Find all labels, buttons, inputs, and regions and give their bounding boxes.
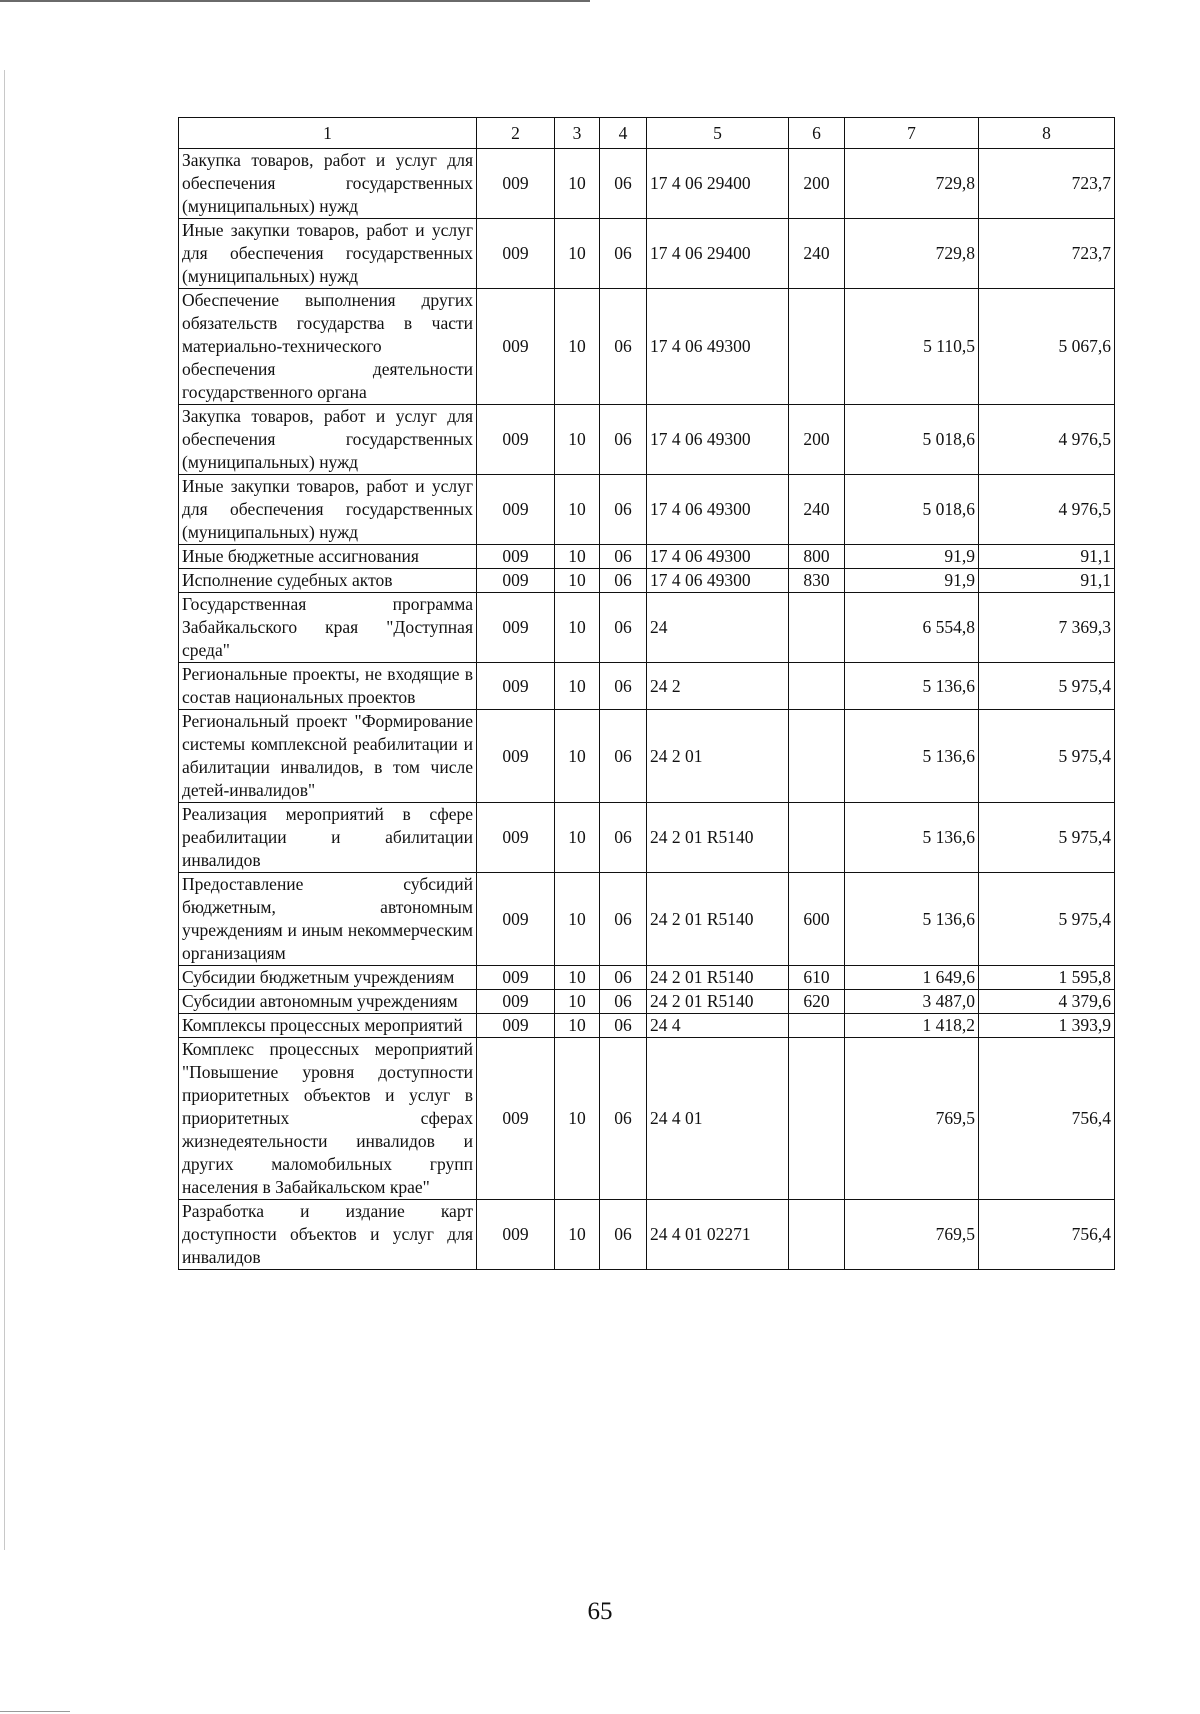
row-name-cell: Комплекс процессных мероприятий "Повышение уровня доступности приоритетных объектов и услуг в приоритетных сферах жизнедеятельности инвалидов и других маломобильных групп населения в Забайкальском крае"	[179, 1038, 477, 1200]
section-code-cell: 10	[555, 593, 600, 663]
admin-code-cell: 009	[477, 593, 555, 663]
table-row	[179, 219, 1115, 289]
row-name-cell: Предоставление субсидий бюджетным, автономным учреждениям и иным некоммерческим организациям	[179, 873, 477, 966]
expense-type-cell	[789, 593, 845, 663]
amount-col7-cell: 729,8	[845, 149, 979, 219]
table-row	[179, 593, 1115, 663]
scan-edge-bottom	[0, 1711, 70, 1712]
row-name-cell: Закупка товаров, работ и услуг для обеспечения государственных (муниципальных) нужд	[179, 405, 477, 475]
expense-type-cell: 830	[789, 569, 845, 593]
amount-col7-cell: 5 136,6	[845, 873, 979, 966]
amount-col8-cell: 723,7	[979, 149, 1115, 219]
target-article-cell: 24 2 01 R5140	[647, 873, 789, 966]
amount-col7-cell: 91,9	[845, 569, 979, 593]
section-code-cell: 10	[555, 663, 600, 710]
subsection-code-cell: 06	[600, 1014, 647, 1038]
subsection-code-cell: 06	[600, 873, 647, 966]
amount-col7-cell: 6 554,8	[845, 593, 979, 663]
target-article-cell: 17 4 06 29400	[647, 149, 789, 219]
amount-col8-cell: 756,4	[979, 1038, 1115, 1200]
expense-type-cell: 240	[789, 219, 845, 289]
subsection-code-cell: 06	[600, 966, 647, 990]
amount-col7-cell: 5 136,6	[845, 710, 979, 803]
target-article-cell: 24 2 01 R5140	[647, 803, 789, 873]
admin-code-cell: 009	[477, 405, 555, 475]
amount-col7-cell: 91,9	[845, 545, 979, 569]
row-name-cell: Государственная программа Забайкальского края "Доступная среда"	[179, 593, 477, 663]
table-row	[179, 569, 1115, 593]
expense-type-cell: 240	[789, 475, 845, 545]
section-code-cell: 10	[555, 475, 600, 545]
scan-edge-left	[4, 70, 5, 1550]
table-row	[179, 663, 1115, 710]
table-row	[179, 803, 1115, 873]
header-cell-3: 3	[555, 118, 600, 149]
subsection-code-cell: 06	[600, 1200, 647, 1270]
budget-table	[178, 117, 1115, 1270]
amount-col7-cell: 5 018,6	[845, 405, 979, 475]
target-article-cell: 24 2 01 R5140	[647, 990, 789, 1014]
target-article-cell: 24 4	[647, 1014, 789, 1038]
amount-col8-cell: 1 393,9	[979, 1014, 1115, 1038]
admin-code-cell: 009	[477, 803, 555, 873]
row-name-cell: Разработка и издание карт доступности объектов и услуг для инвалидов	[179, 1200, 477, 1270]
amount-col8-cell: 91,1	[979, 545, 1115, 569]
table-row	[179, 545, 1115, 569]
amount-col8-cell: 4 379,6	[979, 990, 1115, 1014]
expense-type-cell	[789, 1014, 845, 1038]
amount-col8-cell: 723,7	[979, 219, 1115, 289]
section-code-cell: 10	[555, 966, 600, 990]
row-name-cell: Субсидии автономным учреждениям	[179, 990, 477, 1014]
expense-type-cell: 800	[789, 545, 845, 569]
amount-col8-cell: 7 369,3	[979, 593, 1115, 663]
amount-col7-cell: 3 487,0	[845, 990, 979, 1014]
amount-col7-cell: 5 136,6	[845, 663, 979, 710]
admin-code-cell: 009	[477, 219, 555, 289]
row-name-cell: Реализация мероприятий в сфере реабилитации и абилитации инвалидов	[179, 803, 477, 873]
subsection-code-cell: 06	[600, 710, 647, 803]
section-code-cell: 10	[555, 1014, 600, 1038]
admin-code-cell: 009	[477, 149, 555, 219]
expense-type-cell	[789, 1038, 845, 1200]
admin-code-cell: 009	[477, 545, 555, 569]
expense-type-cell	[789, 289, 845, 405]
amount-col7-cell: 769,5	[845, 1038, 979, 1200]
subsection-code-cell: 06	[600, 475, 647, 545]
subsection-code-cell: 06	[600, 405, 647, 475]
table-row	[179, 1038, 1115, 1200]
section-code-cell: 10	[555, 219, 600, 289]
subsection-code-cell: 06	[600, 803, 647, 873]
header-cell-8: 8	[979, 118, 1115, 149]
admin-code-cell: 009	[477, 1038, 555, 1200]
header-cell-4: 4	[600, 118, 647, 149]
target-article-cell: 24	[647, 593, 789, 663]
table-row	[179, 405, 1115, 475]
expense-type-cell	[789, 663, 845, 710]
table-row	[179, 710, 1115, 803]
amount-col8-cell: 5 975,4	[979, 873, 1115, 966]
expense-type-cell: 600	[789, 873, 845, 966]
target-article-cell: 24 2 01 R5140	[647, 966, 789, 990]
header-cell-6: 6	[789, 118, 845, 149]
table-row	[179, 149, 1115, 219]
target-article-cell: 17 4 06 49300	[647, 569, 789, 593]
section-code-cell: 10	[555, 545, 600, 569]
expense-type-cell: 620	[789, 990, 845, 1014]
amount-col8-cell: 756,4	[979, 1200, 1115, 1270]
section-code-cell: 10	[555, 1200, 600, 1270]
amount-col8-cell: 5 975,4	[979, 803, 1115, 873]
expense-type-cell: 200	[789, 149, 845, 219]
amount-col7-cell: 1 418,2	[845, 1014, 979, 1038]
admin-code-cell: 009	[477, 966, 555, 990]
expense-type-cell: 200	[789, 405, 845, 475]
target-article-cell: 17 4 06 49300	[647, 289, 789, 405]
subsection-code-cell: 06	[600, 663, 647, 710]
admin-code-cell: 009	[477, 710, 555, 803]
section-code-cell: 10	[555, 990, 600, 1014]
target-article-cell: 24 2	[647, 663, 789, 710]
target-article-cell: 24 4 01 02271	[647, 1200, 789, 1270]
amount-col7-cell: 5 136,6	[845, 803, 979, 873]
table-row	[179, 990, 1115, 1014]
amount-col7-cell: 5 110,5	[845, 289, 979, 405]
table-row	[179, 1014, 1115, 1038]
header-cell-5: 5	[647, 118, 789, 149]
row-name-cell: Иные закупки товаров, работ и услуг для обеспечения государственных (муниципальных) нужд	[179, 475, 477, 545]
section-code-cell: 10	[555, 569, 600, 593]
subsection-code-cell: 06	[600, 569, 647, 593]
target-article-cell: 24 4 01	[647, 1038, 789, 1200]
amount-col8-cell: 4 976,5	[979, 405, 1115, 475]
amount-col8-cell: 5 975,4	[979, 710, 1115, 803]
section-code-cell: 10	[555, 1038, 600, 1200]
admin-code-cell: 009	[477, 289, 555, 405]
amount-col8-cell: 4 976,5	[979, 475, 1115, 545]
row-name-cell: Закупка товаров, работ и услуг для обеспечения государственных (муниципальных) нужд	[179, 149, 477, 219]
amount-col8-cell: 91,1	[979, 569, 1115, 593]
section-code-cell: 10	[555, 873, 600, 966]
header-cell-1: 1	[179, 118, 477, 149]
amount-col8-cell: 5 975,4	[979, 663, 1115, 710]
section-code-cell: 10	[555, 149, 600, 219]
expense-type-cell	[789, 803, 845, 873]
expense-type-cell	[789, 1200, 845, 1270]
admin-code-cell: 009	[477, 663, 555, 710]
target-article-cell: 24 2 01	[647, 710, 789, 803]
target-article-cell: 17 4 06 49300	[647, 545, 789, 569]
subsection-code-cell: 06	[600, 593, 647, 663]
scan-edge-top	[0, 0, 590, 2]
admin-code-cell: 009	[477, 873, 555, 966]
section-code-cell: 10	[555, 289, 600, 405]
expense-type-cell: 610	[789, 966, 845, 990]
table-row	[179, 289, 1115, 405]
subsection-code-cell: 06	[600, 990, 647, 1014]
subsection-code-cell: 06	[600, 219, 647, 289]
section-code-cell: 10	[555, 710, 600, 803]
row-name-cell: Субсидии бюджетным учреждениям	[179, 966, 477, 990]
row-name-cell: Обеспечение выполнения других обязательств государства в части материально-технического обеспечения деятельности государственного органа	[179, 289, 477, 405]
amount-col7-cell: 769,5	[845, 1200, 979, 1270]
page-number: 65	[587, 1598, 613, 1625]
table-body	[179, 149, 1115, 1270]
amount-col7-cell: 729,8	[845, 219, 979, 289]
subsection-code-cell: 06	[600, 289, 647, 405]
subsection-code-cell: 06	[600, 545, 647, 569]
row-name-cell: Комплексы процессных мероприятий	[179, 1014, 477, 1038]
amount-col7-cell: 1 649,6	[845, 966, 979, 990]
header-cell-7: 7	[845, 118, 979, 149]
subsection-code-cell: 06	[600, 149, 647, 219]
table-row	[179, 475, 1115, 545]
admin-code-cell: 009	[477, 990, 555, 1014]
table-row	[179, 966, 1115, 990]
admin-code-cell: 009	[477, 475, 555, 545]
row-name-cell: Региональный проект "Формирование системы комплексной реабилитации и абилитации инвалидов, в том числе детей-инвалидов"	[179, 710, 477, 803]
admin-code-cell: 009	[477, 1014, 555, 1038]
row-name-cell: Исполнение судебных актов	[179, 569, 477, 593]
section-code-cell: 10	[555, 405, 600, 475]
target-article-cell: 17 4 06 49300	[647, 475, 789, 545]
target-article-cell: 17 4 06 29400	[647, 219, 789, 289]
table-header	[179, 118, 1115, 149]
target-article-cell: 17 4 06 49300	[647, 405, 789, 475]
amount-col7-cell: 5 018,6	[845, 475, 979, 545]
row-name-cell: Иные закупки товаров, работ и услуг для обеспечения государственных (муниципальных) нужд	[179, 219, 477, 289]
admin-code-cell: 009	[477, 569, 555, 593]
header-row	[179, 118, 1115, 149]
row-name-cell: Региональные проекты, не входящие в состав национальных проектов	[179, 663, 477, 710]
amount-col8-cell: 5 067,6	[979, 289, 1115, 405]
expense-type-cell	[789, 710, 845, 803]
amount-col8-cell: 1 595,8	[979, 966, 1115, 990]
row-name-cell: Иные бюджетные ассигнования	[179, 545, 477, 569]
subsection-code-cell: 06	[600, 1038, 647, 1200]
section-code-cell: 10	[555, 803, 600, 873]
table-row	[179, 1200, 1115, 1270]
header-cell-2: 2	[477, 118, 555, 149]
admin-code-cell: 009	[477, 1200, 555, 1270]
table-row	[179, 873, 1115, 966]
